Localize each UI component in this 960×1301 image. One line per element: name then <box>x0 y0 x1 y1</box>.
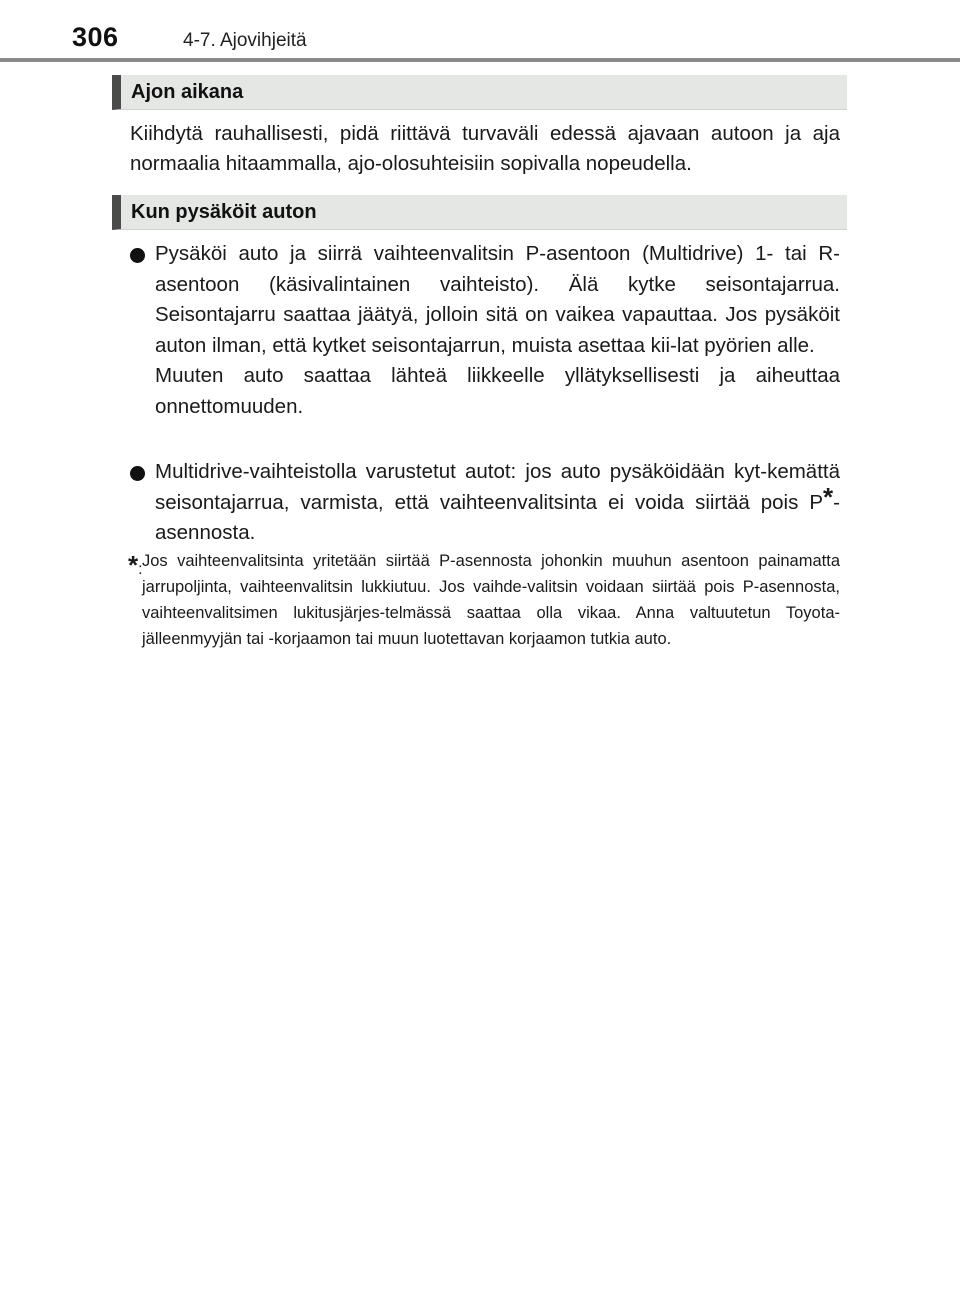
footnote-star: * <box>128 550 139 580</box>
list-item-paragraph <box>155 457 840 549</box>
section-heading-label: Kun pysäköit auton <box>131 201 317 223</box>
footnote-colon: : <box>138 561 143 578</box>
list-item-paragraph: Pysäköi auto ja siirrä vaihteenvalitsin P-asentoon (Multidrive) 1- tai R-asentoon (käsivalintainen vaihteisto). Älä kytke seisontajarrua. Seisontajarru saattaa jäätyä, jolloin sitä on vaikea vapauttaa. Jos pysäköit auton ilman, että kytket seisontajarrun, muista asettaa kii-lat pyörien alle. <box>155 242 840 357</box>
section-heading-label: Ajon aikana <box>131 81 244 103</box>
bullet-icon <box>130 466 145 481</box>
list-item-text-before: Multidrive-vaihteistolla varustetut autot: jos auto pysäköidään kyt-kemättä seisontajarrua, varmista, että vaihteenvalitsinta ei voida siirtää pois P <box>155 460 840 514</box>
page-number: 306 <box>72 22 119 52</box>
list-item-paragraph: Muuten auto saattaa lähteä liikkeelle yllätyksellisesti ja aiheuttaa onnettomuuden. <box>155 364 840 418</box>
page-header <box>0 0 960 64</box>
chapter-title: 4-7. Ajovihjeitä <box>183 30 307 51</box>
list-item-text-after: -asennosta. <box>155 490 840 544</box>
header-divider <box>0 58 960 62</box>
section-heading-driving <box>112 75 847 110</box>
section-paragraph-driving: Kiihdytä rauhallisesti, pidä riittävä turvaväli edessä ajavaan autoon ja aja normaalia hitaammalla, ajo-olosuhteisiin sopivalla nopeudella. <box>130 122 840 175</box>
footnote-mark <box>128 550 143 581</box>
footnote-text: Jos vaihteenvalitsinta yritetään siirtää P-asennosta johonkin muuhun asentoon painamatta jarrupoljinta, vaihteenvalitsin lukkiutuu. Jos vaihde-valitsin voidaan siirtää pois P-asennosta, vaihteenvalitsimen lukitusjärjes-telmässä saattaa olla vikaa. Anna valtuutetun Toyota-jälleenmyyjän tai -korjaamon tai muun luotettavan korjaamon tutkia auto. <box>142 552 840 648</box>
footnote-star: * <box>823 481 834 512</box>
list-item-text <box>155 457 840 549</box>
section-heading-parking <box>112 195 847 230</box>
list-item-text <box>155 239 840 422</box>
bullet-icon <box>130 248 145 263</box>
